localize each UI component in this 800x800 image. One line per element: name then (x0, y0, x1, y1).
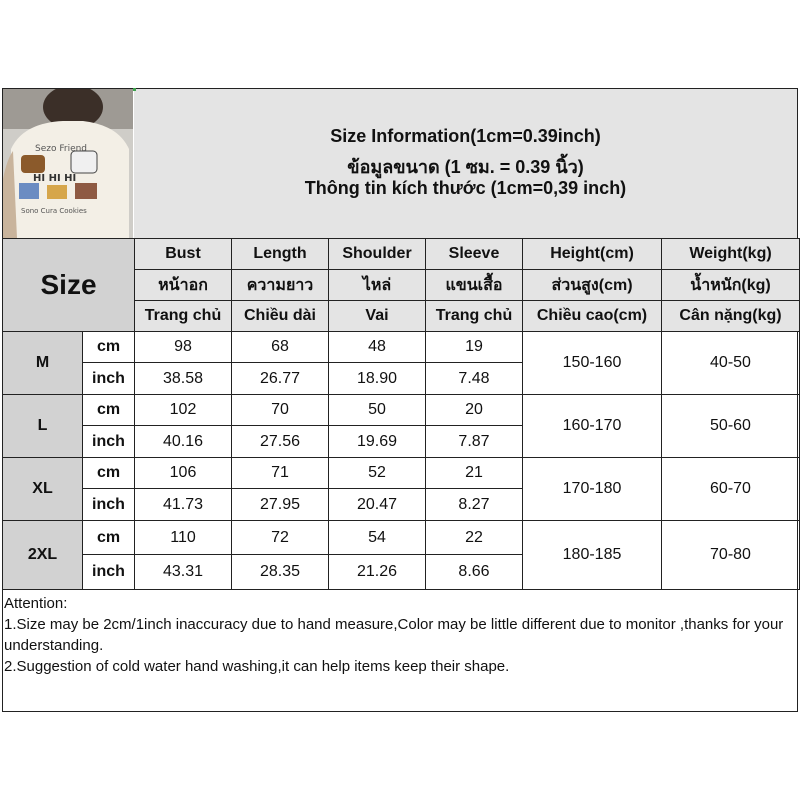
product-photo-illustration (3, 89, 133, 238)
table-cell: 18.90 (329, 363, 426, 395)
height-range: 180-185 (523, 521, 662, 590)
header-line-thai: ข้อมูลขนาด (1 ซม. = 0.39 นิ้ว) (347, 157, 584, 177)
size-column-header: Size (3, 239, 135, 332)
table-cell: 20.47 (329, 489, 426, 521)
col-length-vi: Chiều dài (232, 301, 329, 332)
table-cell: 70 (232, 395, 329, 426)
weight-range: 60-70 (662, 458, 800, 521)
col-shoulder-vi: Vai (329, 301, 426, 332)
table-row (3, 332, 800, 363)
table-cell: 43.31 (135, 555, 232, 590)
col-height-vi: Chiều cao(cm) (523, 301, 662, 332)
col-shoulder-th: ไหล่ (329, 270, 426, 301)
table-row (3, 458, 800, 489)
col-length-en: Length (232, 239, 329, 270)
col-bust-th: หน้าอก (135, 270, 232, 301)
col-shoulder-en: Shoulder (329, 239, 426, 270)
unit-label: cm (83, 458, 135, 489)
col-sleeve-en: Sleeve (426, 239, 523, 270)
notes-line-2: 2.Suggestion of cold water hand washing,it can help items keep their shape. (4, 658, 510, 675)
unit-label: inch (83, 489, 135, 521)
table-cell: 106 (135, 458, 232, 489)
table-cell: 8.27 (426, 489, 523, 521)
col-length-th: ความยาว (232, 270, 329, 301)
table-cell: 7.48 (426, 363, 523, 395)
notes-line-1: 1.Size may be 2cm/1inch inaccuracy due to hand measure,Color may be little different due to monitor ,thanks for your understanding. (4, 616, 784, 654)
header-line-english: Size Information(1cm=0.39inch) (330, 126, 601, 146)
table-cell: 41.73 (135, 489, 232, 521)
col-weight-th: น้ำหนัก(kg) (662, 270, 800, 301)
col-sleeve-vi: Trang chủ (426, 301, 523, 332)
table-cell: 21 (426, 458, 523, 489)
decorative-dot (133, 88, 136, 91)
unit-label: cm (83, 521, 135, 555)
height-range: 170-180 (523, 458, 662, 521)
table-cell: 27.56 (232, 426, 329, 458)
table-cell: 68 (232, 332, 329, 363)
header-row-english (3, 239, 800, 270)
table-cell: 52 (329, 458, 426, 489)
shirt-text-bottom: Sono Cura Cookies (21, 207, 87, 215)
table-cell: 40.16 (135, 426, 232, 458)
unit-label: inch (83, 363, 135, 395)
table-cell: 7.87 (426, 426, 523, 458)
table-cell: 8.66 (426, 555, 523, 590)
table-cell: 22 (426, 521, 523, 555)
unit-label: inch (83, 426, 135, 458)
table-cell: 21.26 (329, 555, 426, 590)
col-height-en: Height(cm) (523, 239, 662, 270)
header-line-vietnamese: Thông tin kích thước (1cm=0,39 inch) (304, 178, 627, 198)
table-cell: 110 (135, 521, 232, 555)
col-height-th: ส่วนสูง(cm) (523, 270, 662, 301)
col-bust-vi: Trang chủ (135, 301, 232, 332)
table-cell: 102 (135, 395, 232, 426)
col-weight-vi: Cân nặng(kg) (662, 301, 800, 332)
table-cell: 26.77 (232, 363, 329, 395)
col-sleeve-th: แขนเสื้อ (426, 270, 523, 301)
table-cell: 28.35 (232, 555, 329, 590)
table-row (3, 521, 800, 555)
weight-range: 50-60 (662, 395, 800, 458)
table-cell: 19 (426, 332, 523, 363)
weight-range: 70-80 (662, 521, 800, 590)
table-cell: 27.95 (232, 489, 329, 521)
table-cell: 20 (426, 395, 523, 426)
notes-heading: Attention: (4, 595, 68, 612)
table-cell: 50 (329, 395, 426, 426)
col-weight-en: Weight(kg) (662, 239, 800, 270)
size-l-label: L (3, 395, 83, 458)
table-cell: 48 (329, 332, 426, 363)
table-row (3, 395, 800, 426)
product-photo (3, 89, 133, 238)
table-cell: 19.69 (329, 426, 426, 458)
shirt-text-top: Sezo Friend (35, 144, 88, 154)
shirt-text-mid: HI HI HI (33, 173, 77, 184)
size-table (2, 238, 800, 590)
size-m-label: M (3, 332, 83, 395)
unit-label: inch (83, 555, 135, 590)
col-bust-en: Bust (135, 239, 232, 270)
table-cell: 72 (232, 521, 329, 555)
height-range: 150-160 (523, 332, 662, 395)
attention-notes (4, 593, 794, 677)
unit-label: cm (83, 332, 135, 363)
size-2xl-label: 2XL (3, 521, 83, 590)
table-cell: 98 (135, 332, 232, 363)
unit-label: cm (83, 395, 135, 426)
table-cell: 38.58 (135, 363, 232, 395)
size-xl-label: XL (3, 458, 83, 521)
weight-range: 40-50 (662, 332, 800, 395)
table-cell: 54 (329, 521, 426, 555)
height-range: 160-170 (523, 395, 662, 458)
table-cell: 71 (232, 458, 329, 489)
